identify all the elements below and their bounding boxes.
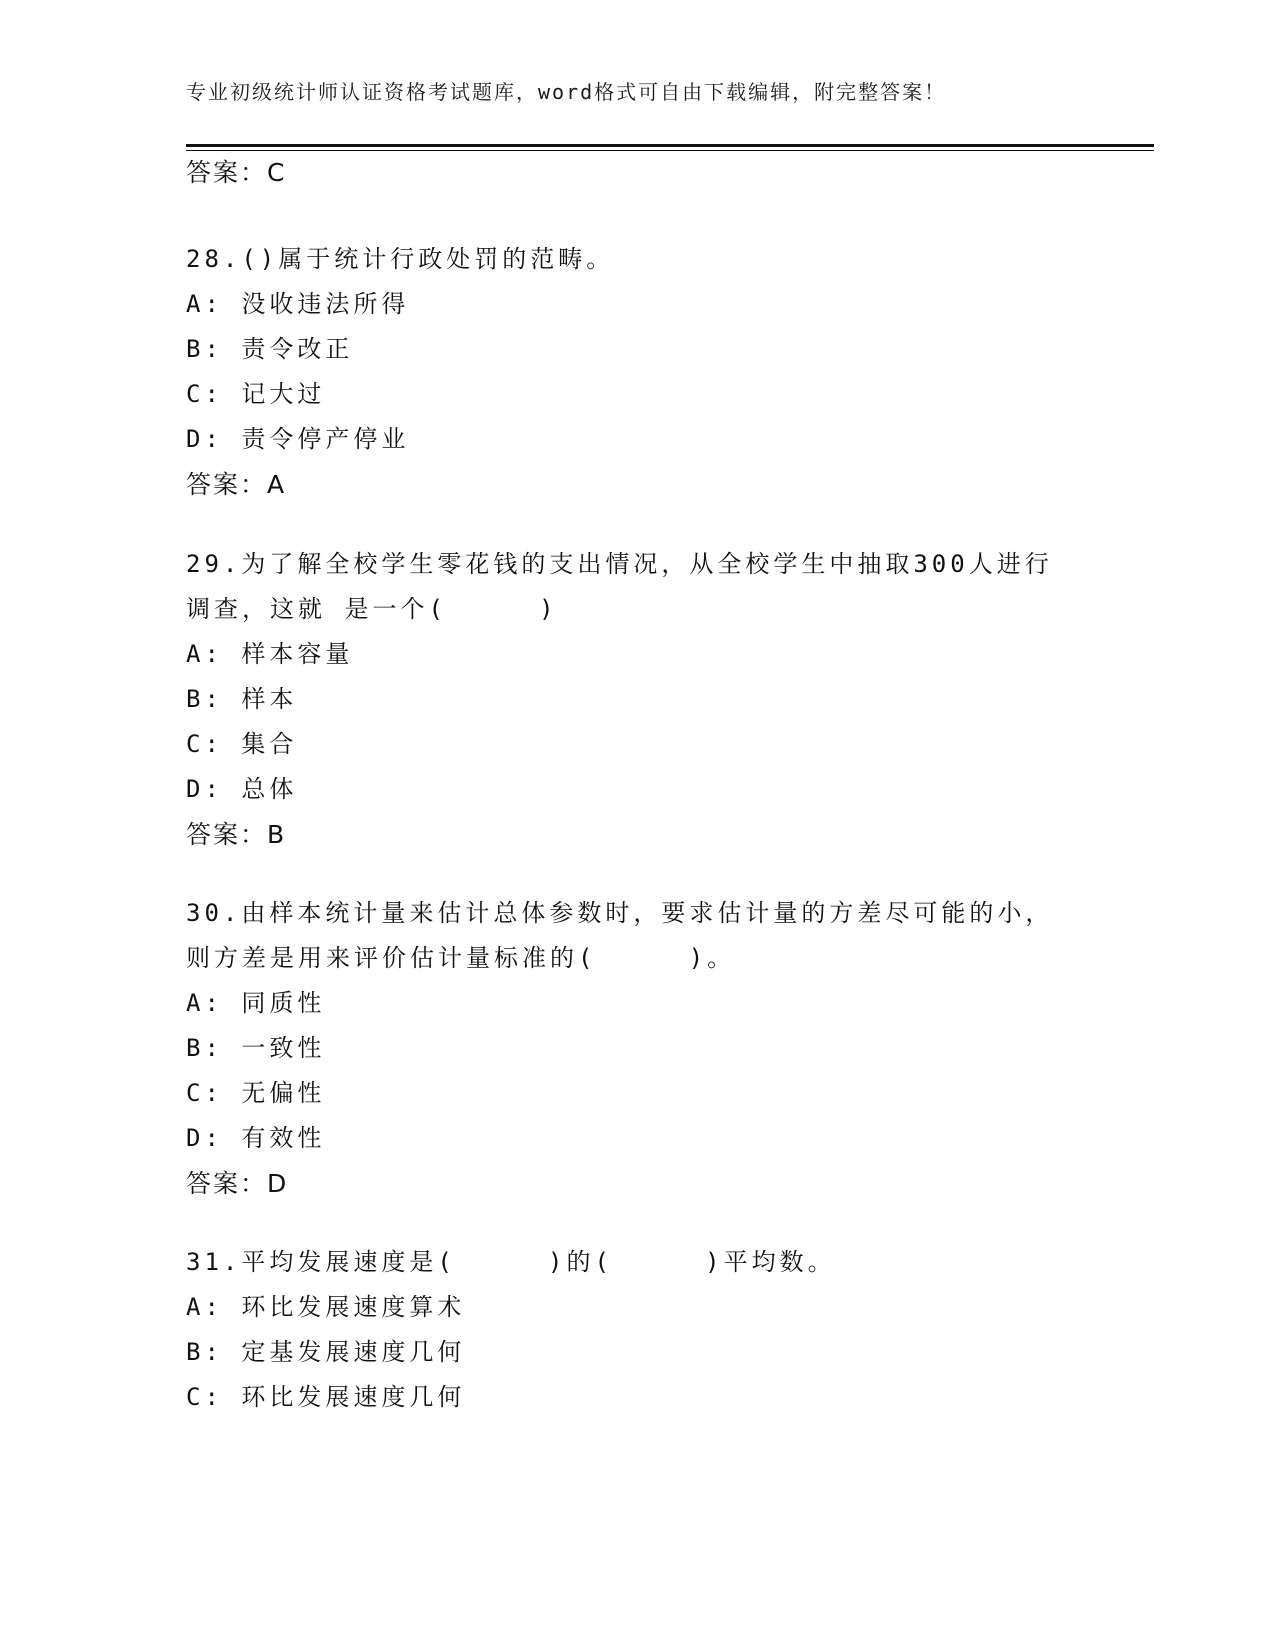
option-b: B: 一致性 [186,1034,326,1062]
question-28 [186,237,614,507]
header-rule-thin [186,150,1154,151]
option-a: A: 样本容量 [186,640,354,668]
question-stem: 28.()属于统计行政处罚的范畴。 [186,245,615,273]
option-d: D: 总体 [186,775,298,803]
question-stem-continued: 则方差是用来评价估计量标准的( )。 [186,944,736,972]
answer-text: 答案：C [186,158,287,187]
option-c: C: 记大过 [186,380,326,408]
option-a: A: 环比发展速度算术 [186,1293,466,1321]
option-c: C: 环比发展速度几何 [186,1383,466,1411]
answer-text: 答案：A [186,470,287,499]
page-header: 专业初级统计师认证资格考试题库，word格式可自由下载编辑，附完整答案！ [186,80,947,104]
option-b: B: 样本 [186,685,298,713]
option-d: D: 责令停产停业 [186,425,410,453]
question-30 [186,891,1053,1206]
question-stem: 30.由样本统计量来估计总体参数时，要求估计量的方差尽可能的小， [186,899,1054,927]
option-b: B: 定基发展速度几何 [186,1338,466,1366]
option-c: C: 集合 [186,730,298,758]
previous-answer-block [186,150,286,195]
answer-text: 答案：B [186,820,287,849]
header-rule-thick [186,144,1154,147]
question-stem: 31.平均发展速度是( )的( )平均数。 [186,1248,836,1276]
question-29 [186,542,1053,857]
question-stem: 29.为了解全校学生零花钱的支出情况，从全校学生中抽取300人进行 [186,550,1053,578]
question-stem-continued: 调查，这就 是一个( ) [186,595,558,623]
option-d: D: 有效性 [186,1124,326,1152]
option-a: A: 同质性 [186,989,326,1017]
option-b: B: 责令改正 [186,335,354,363]
answer-text: 答案：D [186,1169,289,1198]
option-c: C: 无偏性 [186,1079,326,1107]
option-a: A: 没收违法所得 [186,290,410,318]
question-31 [186,1240,836,1420]
